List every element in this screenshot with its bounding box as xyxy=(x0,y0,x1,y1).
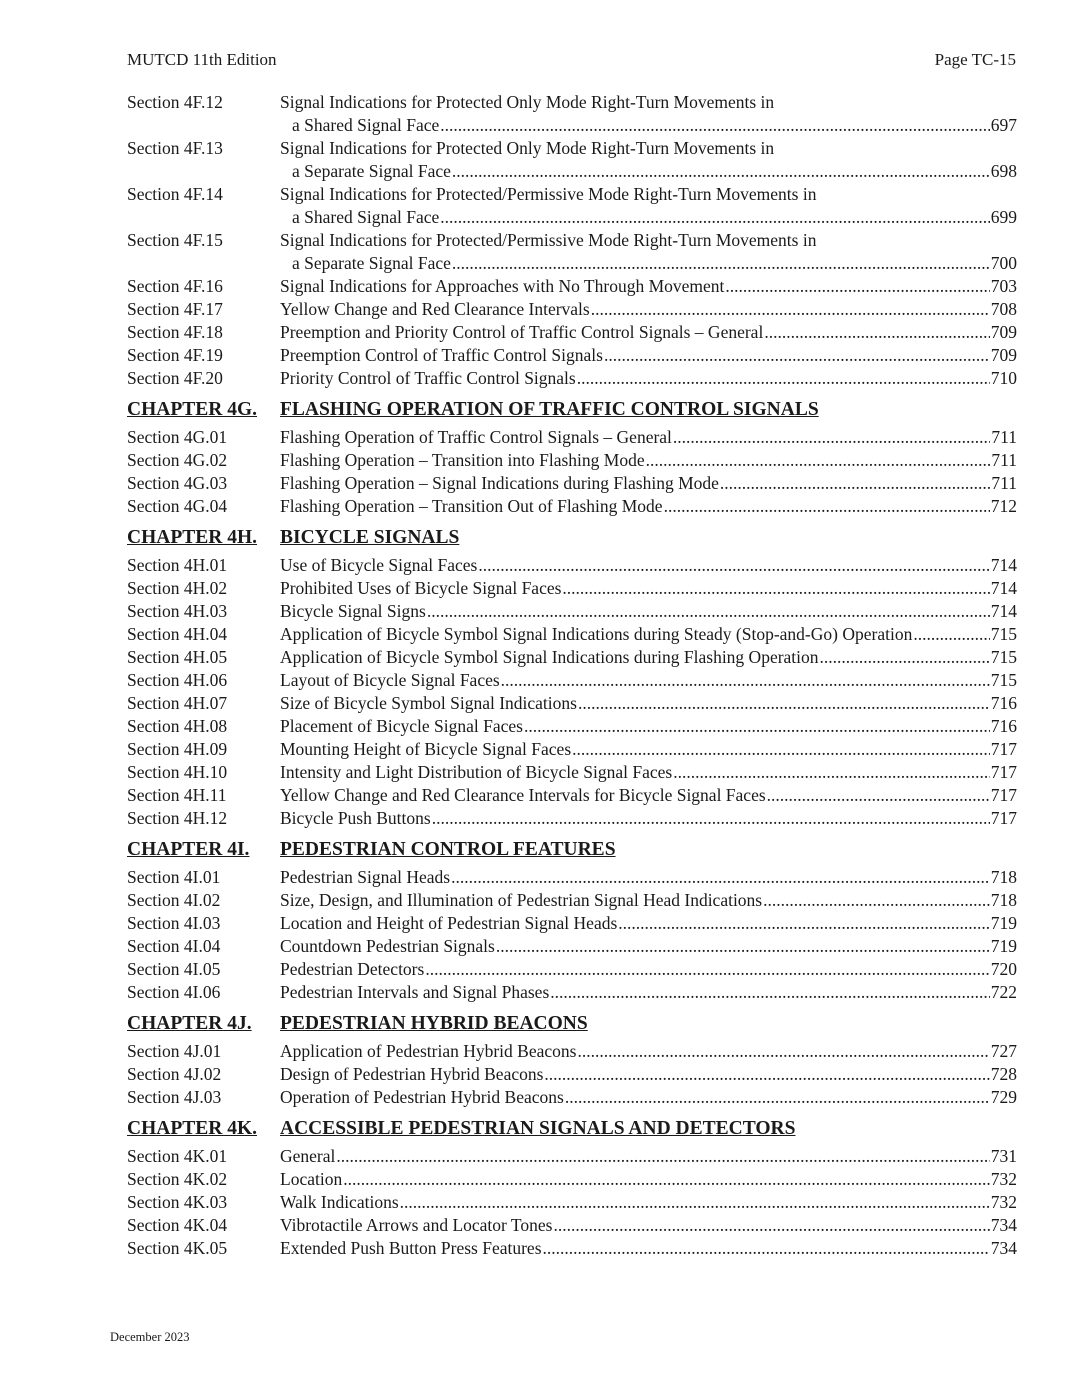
section-title: Pedestrian Detectors xyxy=(280,959,425,979)
section-number: Section 4J.01 xyxy=(127,1041,222,1061)
section-title: Intensity and Light Distribution of Bicycle Signal Faces xyxy=(280,762,673,782)
dot-leader xyxy=(618,912,989,935)
section-title-block xyxy=(280,1168,1017,1191)
chapter-title: FLASHING OPERATION OF TRAFFIC CONTROL SIGNALS xyxy=(280,399,819,420)
dot-leader xyxy=(725,275,989,298)
section-title-leader-line xyxy=(280,1040,1017,1063)
toc-entry[interactable] xyxy=(127,958,1017,981)
toc-entry[interactable] xyxy=(127,1086,1017,1109)
section-title-leader-line xyxy=(280,426,1017,449)
section-number: Section 4F.14 xyxy=(127,184,223,204)
section-title-line: Signal Indications for Protected Only Mode Right-Turn Movements in xyxy=(280,138,775,158)
dot-leader xyxy=(604,344,990,367)
section-title-leader-line xyxy=(280,623,1017,646)
chapter-heading xyxy=(127,526,1017,550)
section-title-leader-line xyxy=(280,1063,1017,1086)
dot-leader xyxy=(565,1086,990,1109)
page-number: 732 xyxy=(990,1169,1017,1189)
section-number: Section 4F.18 xyxy=(127,322,223,342)
page-number: 709 xyxy=(990,345,1017,365)
toc-entry[interactable] xyxy=(127,784,1017,807)
section-number: Section 4I.06 xyxy=(127,982,221,1002)
section-number: Section 4H.02 xyxy=(127,578,228,598)
section-title-block xyxy=(280,495,1017,518)
chapter-number: CHAPTER 4G. xyxy=(127,399,258,420)
toc-entry[interactable] xyxy=(127,275,1017,298)
dot-leader xyxy=(501,669,990,692)
toc-entry[interactable] xyxy=(127,623,1017,646)
toc-entry[interactable] xyxy=(127,344,1017,367)
page-number: 717 xyxy=(990,762,1017,782)
section-title-block xyxy=(280,1145,1017,1168)
section-title: Flashing Operation of Traffic Control Signals – General xyxy=(280,427,672,447)
section-title: Flashing Operation – Signal Indications during Flashing Mode xyxy=(280,473,719,493)
section-title-leader-line xyxy=(280,321,1017,344)
page-number: 719 xyxy=(990,936,1017,956)
page-number: 714 xyxy=(990,578,1017,598)
toc-entry[interactable] xyxy=(127,1145,1017,1168)
section-title-line: Signal Indications for Protected/Permissive Mode Right-Turn Movements in xyxy=(280,230,817,250)
toc-entry[interactable] xyxy=(127,715,1017,738)
page-number: 716 xyxy=(990,693,1017,713)
dot-leader xyxy=(572,738,990,761)
section-number: Section 4I.01 xyxy=(127,867,221,887)
section-title-leader-line xyxy=(280,738,1017,761)
dot-leader xyxy=(400,1191,990,1214)
section-title: a Separate Signal Face xyxy=(292,161,451,181)
section-title-block xyxy=(280,321,1017,344)
dot-leader xyxy=(427,600,990,623)
section-title-leader-line xyxy=(280,472,1017,495)
toc-entry[interactable] xyxy=(127,646,1017,669)
toc-entry[interactable] xyxy=(127,1168,1017,1191)
section-title-leader-line xyxy=(280,1237,1017,1260)
section-number: Section 4F.17 xyxy=(127,299,223,319)
page-number: 717 xyxy=(990,808,1017,828)
chapter-title: BICYCLE SIGNALS xyxy=(280,527,460,548)
section-title-block xyxy=(280,275,1017,298)
toc-entry[interactable] xyxy=(127,367,1017,390)
section-number: Section 4H.06 xyxy=(127,670,228,690)
section-title-block xyxy=(280,1237,1017,1260)
section-number: Section 4H.12 xyxy=(127,808,228,828)
section-title-block xyxy=(280,137,1017,183)
dot-leader xyxy=(578,692,990,715)
dot-leader xyxy=(913,623,989,646)
section-title-block xyxy=(280,935,1017,958)
section-number: Section 4J.02 xyxy=(127,1064,222,1084)
section-title-block xyxy=(280,669,1017,692)
chapter-heading xyxy=(127,398,1017,422)
section-title: Pedestrian Signal Heads xyxy=(280,867,451,887)
toc-entry[interactable] xyxy=(127,935,1017,958)
dot-leader xyxy=(452,252,990,275)
section-title-leader-line xyxy=(280,784,1017,807)
page-number: 711 xyxy=(991,450,1017,470)
dot-leader xyxy=(544,1063,989,1086)
section-title-leader-line xyxy=(280,449,1017,472)
toc-entry[interactable] xyxy=(127,807,1017,830)
dot-leader xyxy=(664,495,990,518)
section-title-leader-line xyxy=(280,344,1017,367)
section-number: Section 4H.03 xyxy=(127,601,228,621)
page-number: 731 xyxy=(990,1146,1017,1166)
page-number: 728 xyxy=(990,1064,1017,1084)
dot-leader xyxy=(577,367,990,390)
section-number: Section 4H.01 xyxy=(127,555,228,575)
page-number: 722 xyxy=(990,982,1017,1002)
section-title: a Shared Signal Face xyxy=(292,115,440,135)
section-number: Section 4F.20 xyxy=(127,368,223,388)
toc-entry[interactable] xyxy=(127,298,1017,321)
section-number: Section 4F.19 xyxy=(127,345,223,365)
section-title-leader-line xyxy=(280,1214,1017,1237)
section-title-leader-line xyxy=(280,298,1017,321)
dot-leader xyxy=(646,449,991,472)
page-number: 719 xyxy=(990,913,1017,933)
toc-entry[interactable] xyxy=(127,866,1017,889)
section-title-block xyxy=(280,1214,1017,1237)
section-title: Application of Bicycle Symbol Signal Indications during Steady (Stop-and-Go) Operation xyxy=(280,624,913,644)
section-title-block xyxy=(280,1063,1017,1086)
dot-leader xyxy=(478,554,989,577)
page-number: 734 xyxy=(990,1215,1017,1235)
section-title-leader-line xyxy=(280,275,1017,298)
chapter-number: CHAPTER 4K. xyxy=(127,1118,258,1139)
footer-date: December 2023 xyxy=(110,1330,190,1344)
page-number: 710 xyxy=(990,368,1017,388)
section-number: Section 4K.05 xyxy=(127,1238,228,1258)
section-number: Section 4G.04 xyxy=(127,496,228,516)
section-title: Extended Push Button Press Features xyxy=(280,1238,542,1258)
section-title-leader-line xyxy=(280,1086,1017,1109)
section-number: Section 4F.15 xyxy=(127,230,223,250)
section-number: Section 4H.07 xyxy=(127,693,228,713)
toc-entry[interactable] xyxy=(127,472,1017,495)
section-title-block xyxy=(280,344,1017,367)
section-title-leader-line xyxy=(280,889,1017,912)
running-header-page: Page TC-15 xyxy=(934,50,1016,69)
section-number: Section 4I.05 xyxy=(127,959,221,979)
dot-leader xyxy=(524,715,990,738)
dot-leader xyxy=(562,577,989,600)
chapter-number: CHAPTER 4I. xyxy=(127,839,250,860)
section-number: Section 4G.03 xyxy=(127,473,228,493)
toc-entry[interactable] xyxy=(127,738,1017,761)
section-title-leader-line xyxy=(280,981,1017,1004)
section-title: Location xyxy=(280,1169,343,1189)
section-number: Section 4K.01 xyxy=(127,1146,228,1166)
page-number: 715 xyxy=(990,670,1017,690)
page-number: 697 xyxy=(990,115,1017,135)
dot-leader xyxy=(720,472,990,495)
section-title-block xyxy=(280,958,1017,981)
section-title: Pedestrian Intervals and Signal Phases xyxy=(280,982,550,1002)
section-title-leader-line xyxy=(280,160,1017,183)
dot-leader xyxy=(451,866,990,889)
toc-entry[interactable] xyxy=(127,761,1017,784)
page-number: 714 xyxy=(990,555,1017,575)
toc-entry[interactable] xyxy=(127,692,1017,715)
toc-entry[interactable] xyxy=(127,889,1017,912)
section-title-leader-line xyxy=(280,495,1017,518)
section-title: Prohibited Uses of Bicycle Signal Faces xyxy=(280,578,562,598)
toc-entry[interactable] xyxy=(127,449,1017,472)
section-title-block xyxy=(280,738,1017,761)
section-title: Yellow Change and Red Clearance Intervals xyxy=(280,299,590,319)
toc-entry[interactable] xyxy=(127,1063,1017,1086)
section-title-block xyxy=(280,1040,1017,1063)
section-number: Section 4I.04 xyxy=(127,936,221,956)
running-header-title: MUTCD 11th Edition xyxy=(127,50,277,69)
section-number: Section 4F.16 xyxy=(127,276,223,296)
section-title-block xyxy=(280,692,1017,715)
section-title-block xyxy=(280,449,1017,472)
section-title-leader-line xyxy=(280,554,1017,577)
toc-entry[interactable] xyxy=(127,981,1017,1004)
dot-leader xyxy=(432,807,990,830)
section-title-block xyxy=(280,981,1017,1004)
section-title-block xyxy=(280,472,1017,495)
section-title: Size, Design, and Illumination of Pedestrian Signal Head Indications xyxy=(280,890,763,910)
chapter-number: CHAPTER 4J. xyxy=(127,1013,252,1034)
dot-leader xyxy=(820,646,990,669)
dot-leader xyxy=(673,426,990,449)
section-number: Section 4F.13 xyxy=(127,138,223,158)
section-title: Preemption and Priority Control of Traffic Control Signals – General xyxy=(280,322,764,342)
dot-leader xyxy=(763,889,990,912)
section-title-block xyxy=(280,646,1017,669)
dot-leader xyxy=(764,321,989,344)
section-number: Section 4H.11 xyxy=(127,785,227,805)
section-title: Mounting Height of Bicycle Signal Faces xyxy=(280,739,572,759)
toc-entry[interactable] xyxy=(127,91,1017,137)
table-of-contents xyxy=(127,91,1017,1260)
section-title: Location and Height of Pedestrian Signal Heads xyxy=(280,913,618,933)
section-title-leader-line xyxy=(280,114,1017,137)
section-number: Section 4H.05 xyxy=(127,647,228,667)
section-title-leader-line xyxy=(280,1191,1017,1214)
page-number: 698 xyxy=(990,161,1017,181)
page-number: 734 xyxy=(990,1238,1017,1258)
section-number: Section 4H.09 xyxy=(127,739,228,759)
page-number: 715 xyxy=(990,624,1017,644)
section-title: Flashing Operation – Transition into Flashing Mode xyxy=(280,450,645,470)
section-title-leader-line xyxy=(280,252,1017,275)
page-number: 699 xyxy=(990,207,1017,227)
section-title: Yellow Change and Red Clearance Intervals for Bicycle Signal Faces xyxy=(280,785,766,805)
toc-entry[interactable] xyxy=(127,137,1017,183)
section-title: Operation of Pedestrian Hybrid Beacons xyxy=(280,1087,564,1107)
section-title-block xyxy=(280,554,1017,577)
toc-entry[interactable] xyxy=(127,495,1017,518)
section-title: Vibrotactile Arrows and Locator Tones xyxy=(280,1215,553,1235)
section-number: Section 4I.02 xyxy=(127,890,221,910)
dot-leader xyxy=(343,1168,990,1191)
toc-entry[interactable] xyxy=(127,183,1017,229)
section-title: Countdown Pedestrian Signals xyxy=(280,936,495,956)
section-number: Section 4I.03 xyxy=(127,913,221,933)
dot-leader xyxy=(767,784,990,807)
dot-leader xyxy=(550,981,989,1004)
section-title: a Separate Signal Face xyxy=(292,253,451,273)
section-number: Section 4J.03 xyxy=(127,1087,222,1107)
section-title-leader-line xyxy=(280,1168,1017,1191)
section-title: Flashing Operation – Transition Out of Flashing Mode xyxy=(280,496,663,516)
page-number: 712 xyxy=(990,496,1017,516)
dot-leader xyxy=(425,958,989,981)
section-title-block xyxy=(280,912,1017,935)
toc-entry[interactable] xyxy=(127,229,1017,275)
section-title-leader-line xyxy=(280,761,1017,784)
dot-leader xyxy=(440,114,990,137)
section-title-line: Signal Indications for Protected/Permissive Mode Right-Turn Movements in xyxy=(280,184,817,204)
page-number: 718 xyxy=(990,890,1017,910)
section-title-leader-line xyxy=(280,715,1017,738)
dot-leader xyxy=(440,206,990,229)
section-title-block xyxy=(280,623,1017,646)
page-number: 709 xyxy=(990,322,1017,342)
section-title-block xyxy=(280,1191,1017,1214)
page-number: 718 xyxy=(990,867,1017,887)
section-title: a Shared Signal Face xyxy=(292,207,440,227)
toc-entry[interactable] xyxy=(127,426,1017,449)
section-number: Section 4H.10 xyxy=(127,762,228,782)
toc-entry[interactable] xyxy=(127,1040,1017,1063)
section-title-block xyxy=(280,298,1017,321)
toc-entry[interactable] xyxy=(127,669,1017,692)
dot-leader xyxy=(543,1237,990,1260)
chapter-number: CHAPTER 4H. xyxy=(127,527,258,548)
section-title: Signal Indications for Approaches with No Through Movement xyxy=(280,276,725,296)
section-title: General xyxy=(280,1146,336,1166)
dot-leader xyxy=(673,761,990,784)
dot-leader xyxy=(553,1214,989,1237)
section-title-block xyxy=(280,183,1017,229)
dot-leader xyxy=(336,1145,989,1168)
dot-leader xyxy=(577,1040,989,1063)
section-title-block xyxy=(280,367,1017,390)
page-number: 703 xyxy=(990,276,1017,296)
dot-leader xyxy=(591,298,990,321)
section-number: Section 4H.08 xyxy=(127,716,228,736)
section-title-leader-line xyxy=(280,577,1017,600)
section-number: Section 4K.03 xyxy=(127,1192,228,1212)
section-title-leader-line xyxy=(280,935,1017,958)
section-title-block xyxy=(280,715,1017,738)
section-title-block xyxy=(280,600,1017,623)
toc-entry[interactable] xyxy=(127,1214,1017,1237)
section-title: Bicycle Signal Signs xyxy=(280,601,426,621)
section-number: Section 4F.12 xyxy=(127,92,223,112)
section-title: Use of Bicycle Signal Faces xyxy=(280,555,478,575)
toc-entry[interactable] xyxy=(127,1191,1017,1214)
section-title-leader-line xyxy=(280,866,1017,889)
chapter-title: PEDESTRIAN CONTROL FEATURES xyxy=(280,839,616,860)
section-title-block xyxy=(280,426,1017,449)
section-title-leader-line xyxy=(280,958,1017,981)
page-number: 714 xyxy=(990,601,1017,621)
toc-entry[interactable] xyxy=(127,321,1017,344)
section-title: Application of Bicycle Symbol Signal Indications during Flashing Operation xyxy=(280,647,819,667)
section-title-leader-line xyxy=(280,206,1017,229)
toc-entry[interactable] xyxy=(127,912,1017,935)
toc-entry[interactable] xyxy=(127,554,1017,577)
chapter-heading xyxy=(127,1012,1017,1036)
page-number: 717 xyxy=(990,739,1017,759)
section-title-block xyxy=(280,91,1017,137)
dot-leader xyxy=(496,935,990,958)
chapter-title: PEDESTRIAN HYBRID BEACONS xyxy=(280,1013,588,1034)
toc-entry[interactable] xyxy=(127,600,1017,623)
section-title-block xyxy=(280,229,1017,275)
section-title-leader-line xyxy=(280,646,1017,669)
page-number: 727 xyxy=(990,1041,1017,1061)
section-number: Section 4K.02 xyxy=(127,1169,228,1189)
section-title-leader-line xyxy=(280,807,1017,830)
page-number: 700 xyxy=(990,253,1017,273)
chapter-title: ACCESSIBLE PEDESTRIAN SIGNALS AND DETECTORS xyxy=(280,1118,796,1139)
section-title: Layout of Bicycle Signal Faces xyxy=(280,670,500,690)
section-title: Preemption Control of Traffic Control Signals xyxy=(280,345,603,365)
chapter-heading xyxy=(127,838,1017,862)
section-number: Section 4K.04 xyxy=(127,1215,228,1235)
dot-leader xyxy=(452,160,990,183)
page-number: 715 xyxy=(990,647,1017,667)
section-title-block xyxy=(280,1086,1017,1109)
section-title-block xyxy=(280,784,1017,807)
section-title: Design of Pedestrian Hybrid Beacons xyxy=(280,1064,544,1084)
section-title: Size of Bicycle Symbol Signal Indications xyxy=(280,693,577,713)
page-number: 711 xyxy=(991,473,1017,493)
section-title-leader-line xyxy=(280,600,1017,623)
section-number: Section 4G.01 xyxy=(127,427,228,447)
section-title-block xyxy=(280,866,1017,889)
section-title-leader-line xyxy=(280,692,1017,715)
page-number: 720 xyxy=(990,959,1017,979)
section-number: Section 4G.02 xyxy=(127,450,228,470)
section-number: Section 4H.04 xyxy=(127,624,228,644)
page-number: 729 xyxy=(990,1087,1017,1107)
page-number: 716 xyxy=(990,716,1017,736)
toc-entry[interactable] xyxy=(127,1237,1017,1260)
section-title-leader-line xyxy=(280,367,1017,390)
toc-entry[interactable] xyxy=(127,577,1017,600)
section-title-leader-line xyxy=(280,669,1017,692)
section-title-leader-line xyxy=(280,1145,1017,1168)
page-number: 732 xyxy=(990,1192,1017,1212)
section-title-block xyxy=(280,889,1017,912)
section-title: Walk Indications xyxy=(280,1192,399,1212)
section-title-leader-line xyxy=(280,912,1017,935)
section-title-line: Signal Indications for Protected Only Mode Right-Turn Movements in xyxy=(280,92,775,112)
section-title: Priority Control of Traffic Control Signals xyxy=(280,368,576,388)
section-title: Bicycle Push Buttons xyxy=(280,808,431,828)
section-title-block xyxy=(280,807,1017,830)
section-title: Placement of Bicycle Signal Faces xyxy=(280,716,523,736)
page-number: 708 xyxy=(990,299,1017,319)
section-title: Application of Pedestrian Hybrid Beacons xyxy=(280,1041,577,1061)
chapter-heading xyxy=(127,1117,1017,1141)
page-number: 717 xyxy=(990,785,1017,805)
section-title-block xyxy=(280,577,1017,600)
section-title-block xyxy=(280,761,1017,784)
page-number: 711 xyxy=(991,427,1017,447)
